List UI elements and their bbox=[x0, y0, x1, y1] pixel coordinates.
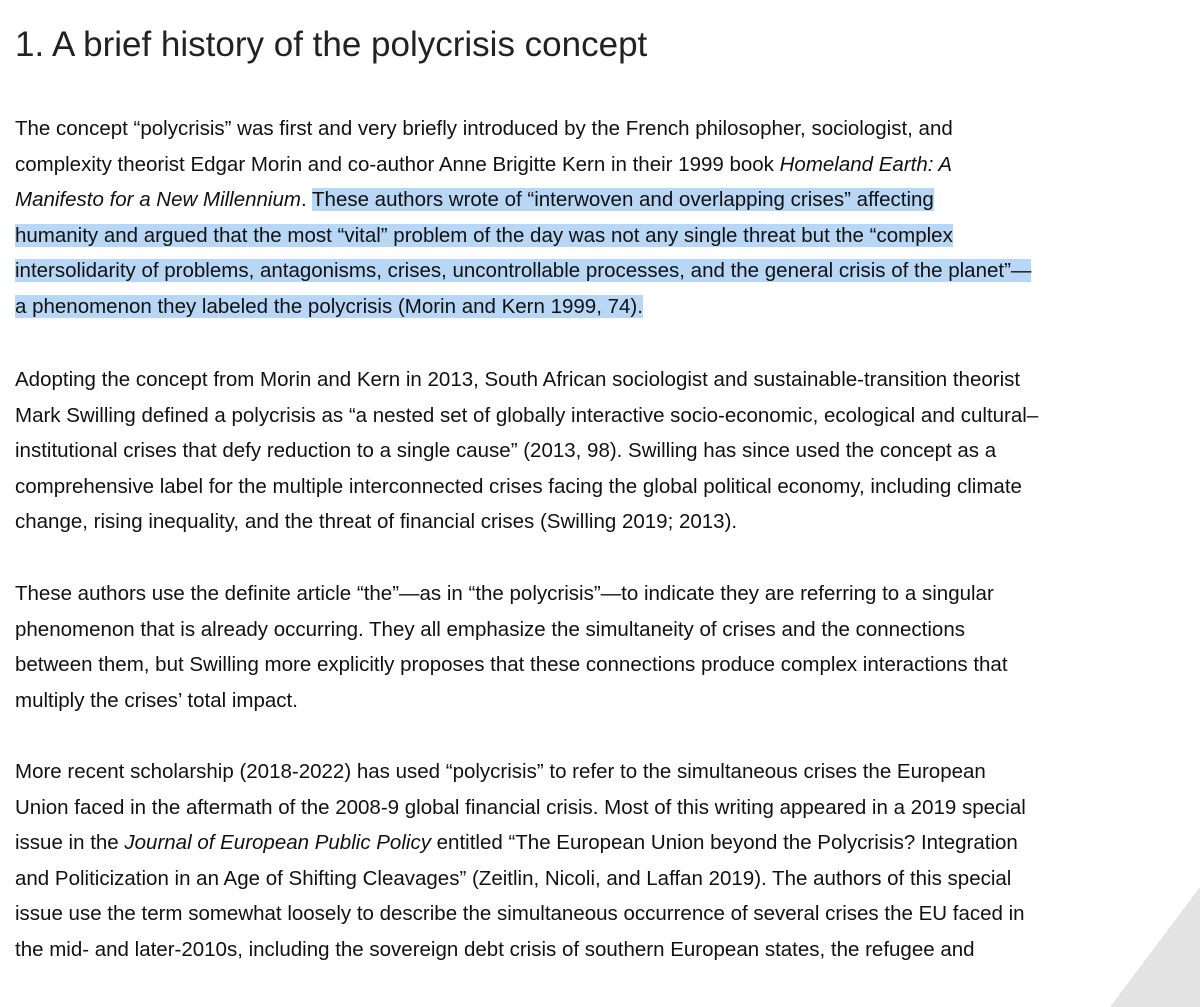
text-line bbox=[15, 932, 1190, 968]
text-run: . bbox=[300, 188, 313, 211]
highlighted-text: a phenomenon they labeled the polycrisis (Morin and Kern 1999, 74). bbox=[15, 294, 643, 318]
text-line bbox=[15, 647, 1190, 683]
text-run: More recent scholarship (2018-2022) has used “polycrisis” to refer to the simultaneous crises the European bbox=[15, 760, 986, 783]
italic-text: Journal of European Public Policy bbox=[124, 831, 431, 854]
text-line bbox=[15, 504, 1190, 540]
text-line bbox=[15, 289, 1190, 325]
text-run: phenomenon that is already occurring. They all emphasize the simultaneity of crises and the connections bbox=[15, 617, 965, 641]
text-line bbox=[15, 754, 1190, 790]
text-run: institutional crises that defy reduction to a single cause” (2013, 98). Swilling has since used the concept as a bbox=[15, 439, 997, 462]
text-line bbox=[15, 362, 1190, 398]
text-run: Mark Swilling defined a polycrisis as “a nested set of globally interactive socio-economic, ecological and cultural– bbox=[15, 403, 1039, 427]
text-run: issue in the bbox=[15, 831, 125, 854]
text-run: between them, but Swilling more explicitly proposes that these connections produce complex interactions that bbox=[15, 653, 1008, 676]
italic-text: Manifesto for a New Millennium bbox=[15, 188, 301, 211]
text-line bbox=[15, 612, 1190, 648]
text-run: change, rising inequality, and the threat of financial crises (Swilling 2019; 2013). bbox=[15, 510, 738, 533]
text-run: Adopting the concept from Morin and Kern in 2013, South African sociologist and sustainable-transition theorist bbox=[15, 368, 1021, 391]
text-line bbox=[15, 790, 1190, 826]
text-line bbox=[15, 218, 1190, 254]
text-line bbox=[15, 825, 1190, 861]
paragraph-2 bbox=[15, 362, 1190, 540]
text-run: multiply the crises’ total impact. bbox=[15, 688, 298, 712]
text-run: Union faced in the aftermath of the 2008-9 global financial crisis. Most of this writing appeared in a 2019 special bbox=[15, 795, 1026, 819]
section-heading: 1. A brief history of the polycrisis concept bbox=[15, 25, 648, 64]
text-run: complexity theorist Edgar Morin and co-author Anne Brigitte Kern in their 1999 book bbox=[15, 152, 780, 176]
text-line bbox=[15, 576, 1190, 612]
highlighted-text: intersolidarity of problems, antagonisms, crises, uncontrollable processes, and the general crisis of the planet”— bbox=[15, 259, 1032, 282]
text-line bbox=[15, 253, 1190, 289]
text-line bbox=[15, 147, 1190, 183]
text-line bbox=[15, 111, 1190, 147]
paragraph-4 bbox=[15, 754, 1190, 967]
text-run: The concept “polycrisis” was first and very briefly introduced by the French philosopher, sociologist, and bbox=[15, 117, 953, 140]
text-line bbox=[15, 398, 1190, 434]
text-line bbox=[15, 469, 1190, 505]
page-corner-decoration bbox=[1050, 887, 1200, 1007]
paragraph-3 bbox=[15, 576, 1190, 718]
text-line bbox=[15, 861, 1190, 897]
text-line bbox=[15, 683, 1190, 719]
highlighted-text: humanity and argued that the most “vital” problem of the day was not any single threat but the “complex bbox=[15, 223, 953, 247]
text-run: entitled “The European Union beyond the Polycrisis? Integration bbox=[430, 831, 1018, 854]
italic-text: Homeland Earth: A bbox=[779, 152, 953, 176]
text-run: the mid- and later-2010s, including the sovereign debt crisis of southern European states, the refugee and bbox=[15, 937, 975, 961]
text-run: and Politicization in an Age of Shifting Cleavages” (Zeitlin, Nicoli, and Laffan 2019). The authors of this special bbox=[15, 866, 1012, 890]
text-line bbox=[15, 182, 1190, 218]
highlighted-text: These authors wrote of “interwoven and overlapping crises” affecting bbox=[312, 188, 934, 211]
text-run: These authors use the definite article “the”—as in “the polycrisis”—to indicate they are referring to a singular bbox=[15, 582, 994, 605]
paragraph-1 bbox=[15, 111, 1190, 324]
text-line bbox=[15, 433, 1190, 469]
text-line bbox=[15, 896, 1190, 932]
text-run: issue use the term somewhat loosely to describe the simultaneous occurrence of several crises the EU faced in bbox=[15, 902, 1025, 925]
text-run: comprehensive label for the multiple interconnected crises facing the global political economy, including climate bbox=[15, 474, 1022, 498]
